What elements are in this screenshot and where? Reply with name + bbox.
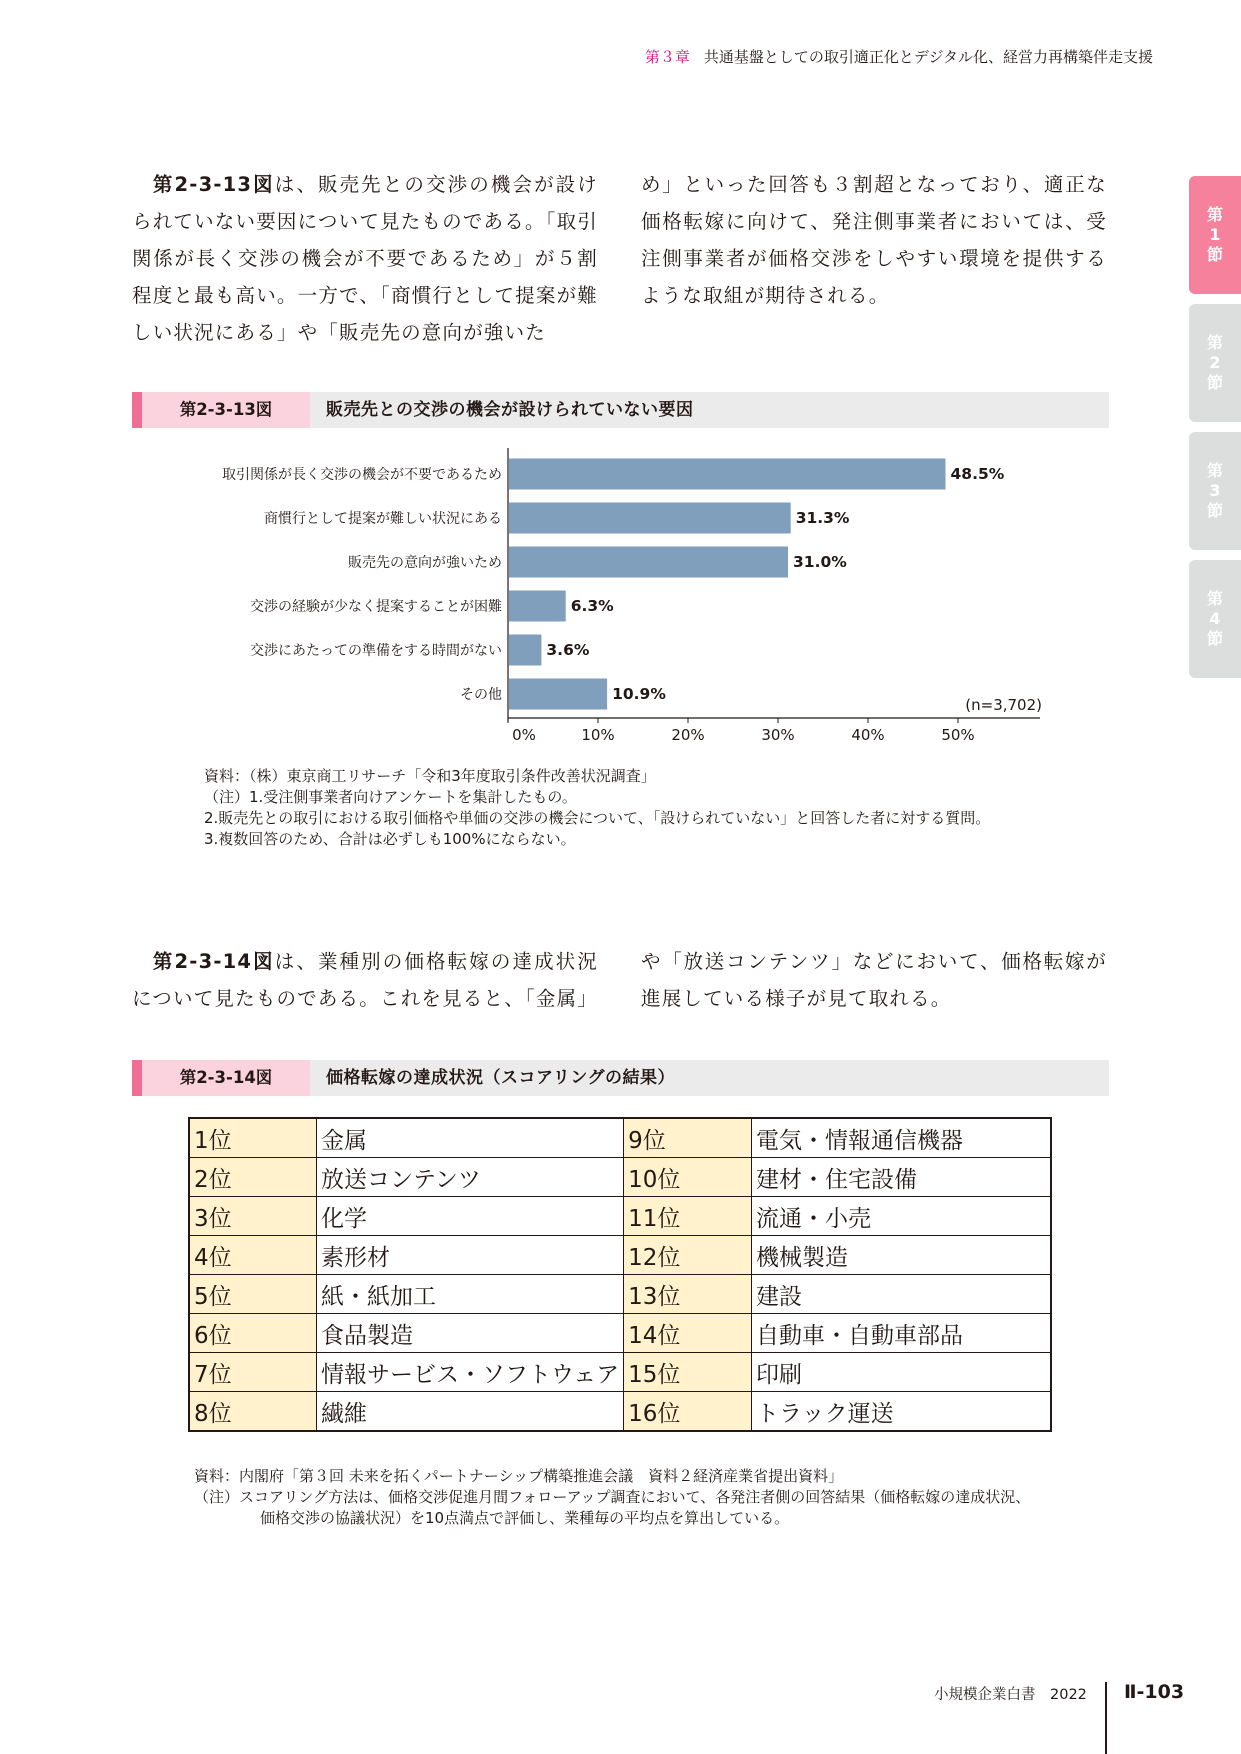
rank-cell: 16位 — [624, 1392, 752, 1432]
rank-cell: 8位 — [189, 1392, 317, 1432]
book-title: 小規模企業白書 2022 — [934, 1687, 1087, 1703]
data-label: 10.9% — [612, 685, 666, 703]
section-tab-1[interactable] — [1189, 176, 1241, 294]
sample-size-annotation: (n=3,702) — [965, 696, 1042, 714]
industry-cell: 自動車・自動車部品 — [752, 1314, 1051, 1353]
paragraph-2-left — [132, 943, 598, 1017]
footer-divider — [1105, 1682, 1107, 1754]
paragraph-1-right: め」といった回答も３割超となっており、適正な価格転嫁に向けて、発注側事業者においては、受注側事業者が価格交渉をしやすい環境を提供するような取組が期待される。 — [641, 173, 1107, 307]
paragraph-text: は、業種別の価格転嫁の達成状況について見たものである。これを見ると、「金属」 — [132, 950, 598, 1010]
x-tick-label: 0% — [512, 726, 536, 744]
rank-cell: 4位 — [189, 1236, 317, 1275]
rank-cell: 7位 — [189, 1353, 317, 1392]
data-label: 48.5% — [950, 465, 1005, 483]
category-label: 商慣行として提案が難しい状況にある — [264, 511, 502, 527]
industry-cell: 情報サービス・ソフトウェア — [317, 1353, 624, 1392]
rank-cell: 9位 — [624, 1118, 752, 1158]
note-3: 3.複数回答のため、合計は必ずしも100%にならない。 — [204, 830, 576, 848]
x-tick-label: 40% — [851, 726, 885, 744]
bar — [509, 547, 788, 578]
industry-cell: 繊維 — [317, 1392, 624, 1432]
figure-number: 第2-3-14図 — [142, 1060, 310, 1096]
x-tick-label: 10% — [581, 726, 615, 744]
industry-cell: 素形材 — [317, 1236, 624, 1275]
chapter-title: 共通基盤としての取引適正化とデジタル化、経営力再構築伴走支援 — [703, 48, 1153, 66]
note-2: 2.販売先との取引における取引価格や単価の交渉の機会について、「設けられていない」と回答した者に対する質問。 — [204, 809, 991, 827]
rank-cell: 1位 — [189, 1118, 317, 1158]
x-tick-label: 30% — [761, 726, 795, 744]
rank-cell: 3位 — [189, 1197, 317, 1236]
table-row — [189, 1158, 1051, 1197]
rank-cell: 5位 — [189, 1275, 317, 1314]
source-note: 資料：（株）東京商工リサーチ「令和3年度取引条件改善状況調査」 — [204, 767, 656, 785]
bar — [509, 503, 791, 534]
running-header — [645, 46, 1153, 67]
bar-chart — [0, 440, 1241, 750]
category-label: 交渉にあたっての準備をする時間がない — [250, 643, 502, 659]
industry-cell: 化学 — [317, 1197, 624, 1236]
bar — [509, 635, 541, 666]
source-note: 資料：内閣府「第３回 未来を拓くパートナーシップ構築推進会議 資料２経済産業省提出資料」 — [194, 1467, 844, 1485]
industry-cell: 機械製造 — [752, 1236, 1051, 1275]
category-label: 取引関係が長く交渉の機会が不要であるため — [222, 467, 502, 483]
industry-cell: 建設 — [752, 1275, 1051, 1314]
rank-cell: 10位 — [624, 1158, 752, 1197]
x-tick-label: 50% — [941, 726, 975, 744]
data-label: 31.3% — [795, 509, 850, 527]
industry-cell: 食品製造 — [317, 1314, 624, 1353]
ranking-table — [188, 1117, 1052, 1432]
bar — [509, 591, 566, 622]
page-number: Ⅱ-103 — [1124, 1681, 1185, 1703]
industry-cell: 金属 — [317, 1118, 624, 1158]
figure-header — [132, 1060, 1109, 1096]
figure-ref: 第2-3-14図 — [152, 950, 275, 973]
figure-number: 第2-3-13図 — [142, 392, 310, 428]
note-1: （注）スコアリング方法は、価格交渉促進月間フォローアップ調査において、各発注者側の回答結果（価格転嫁の達成状況、 — [194, 1488, 1031, 1506]
category-label: 交渉の経験が少なく提案することが困難 — [250, 599, 502, 615]
figure-1-notes — [204, 766, 1044, 850]
paragraph-1-left — [132, 166, 598, 351]
figure-2-notes — [194, 1466, 1074, 1529]
section-tab-label: 第3節 — [1206, 461, 1223, 520]
table-row — [189, 1197, 1051, 1236]
paragraph-2-right: や「放送コンテンツ」などにおいて、価格転嫁が進展している様子が見て取れる。 — [641, 950, 1107, 1010]
rank-cell: 2位 — [189, 1158, 317, 1197]
rank-cell: 14位 — [624, 1314, 752, 1353]
category-label: 販売先の意向が強いため — [348, 555, 502, 571]
bar — [509, 679, 607, 710]
rank-cell: 6位 — [189, 1314, 317, 1353]
industry-cell: 放送コンテンツ — [317, 1158, 624, 1197]
section-tab-label: 第1節 — [1206, 205, 1223, 264]
rank-cell: 12位 — [624, 1236, 752, 1275]
note-1: （注）1.受注側事業者向けアンケートを集計したもの。 — [204, 788, 577, 806]
note-2: 価格交渉の協議状況）を10点満点で評価し、業種毎の平均点を算出している。 — [260, 1509, 790, 1527]
section-tab-label: 第2節 — [1206, 333, 1223, 392]
table-row — [189, 1353, 1051, 1392]
industry-cell: 流通・小売 — [752, 1197, 1051, 1236]
data-label: 6.3% — [570, 597, 614, 615]
figure-title: 販売先との交渉の機会が設けられていない要因 — [326, 400, 694, 420]
industry-cell: 紙・紙加工 — [317, 1275, 624, 1314]
section-tab-2[interactable] — [1189, 304, 1241, 422]
rank-cell: 11位 — [624, 1197, 752, 1236]
figure-title: 価格転嫁の達成状況（スコアリングの結果） — [326, 1068, 675, 1088]
industry-cell: トラック運送 — [752, 1392, 1051, 1432]
rank-cell: 13位 — [624, 1275, 752, 1314]
industry-cell: 電気・情報通信機器 — [752, 1118, 1051, 1158]
table-row — [189, 1118, 1051, 1158]
x-tick-label: 20% — [671, 726, 705, 744]
header-accent — [132, 1060, 142, 1096]
table-row — [189, 1314, 1051, 1353]
data-label: 3.6% — [546, 641, 590, 659]
industry-cell: 建材・住宅設備 — [752, 1158, 1051, 1197]
paragraph-text: は、販売先との交渉の機会が設けられていない要因について見たものである。「取引関係が長く交渉の機会が不要であるため」が５割程度と最も高い。一方で、「商慣行として提案が難しい状況にある」や「販売先の意向が強いた — [132, 173, 598, 344]
rank-cell: 15位 — [624, 1353, 752, 1392]
table-row — [189, 1392, 1051, 1432]
bar — [509, 459, 946, 490]
section-tab-label: 第4節 — [1206, 589, 1223, 648]
category-label: その他 — [460, 687, 502, 703]
figure-header — [132, 392, 1109, 428]
data-label: 31.0% — [793, 553, 847, 571]
industry-cell: 印刷 — [752, 1353, 1051, 1392]
header-accent — [132, 392, 142, 428]
chapter-label: 第３章 — [644, 48, 690, 66]
table-row — [189, 1275, 1051, 1314]
figure-ref: 第2-3-13図 — [152, 173, 275, 196]
table-row — [189, 1236, 1051, 1275]
